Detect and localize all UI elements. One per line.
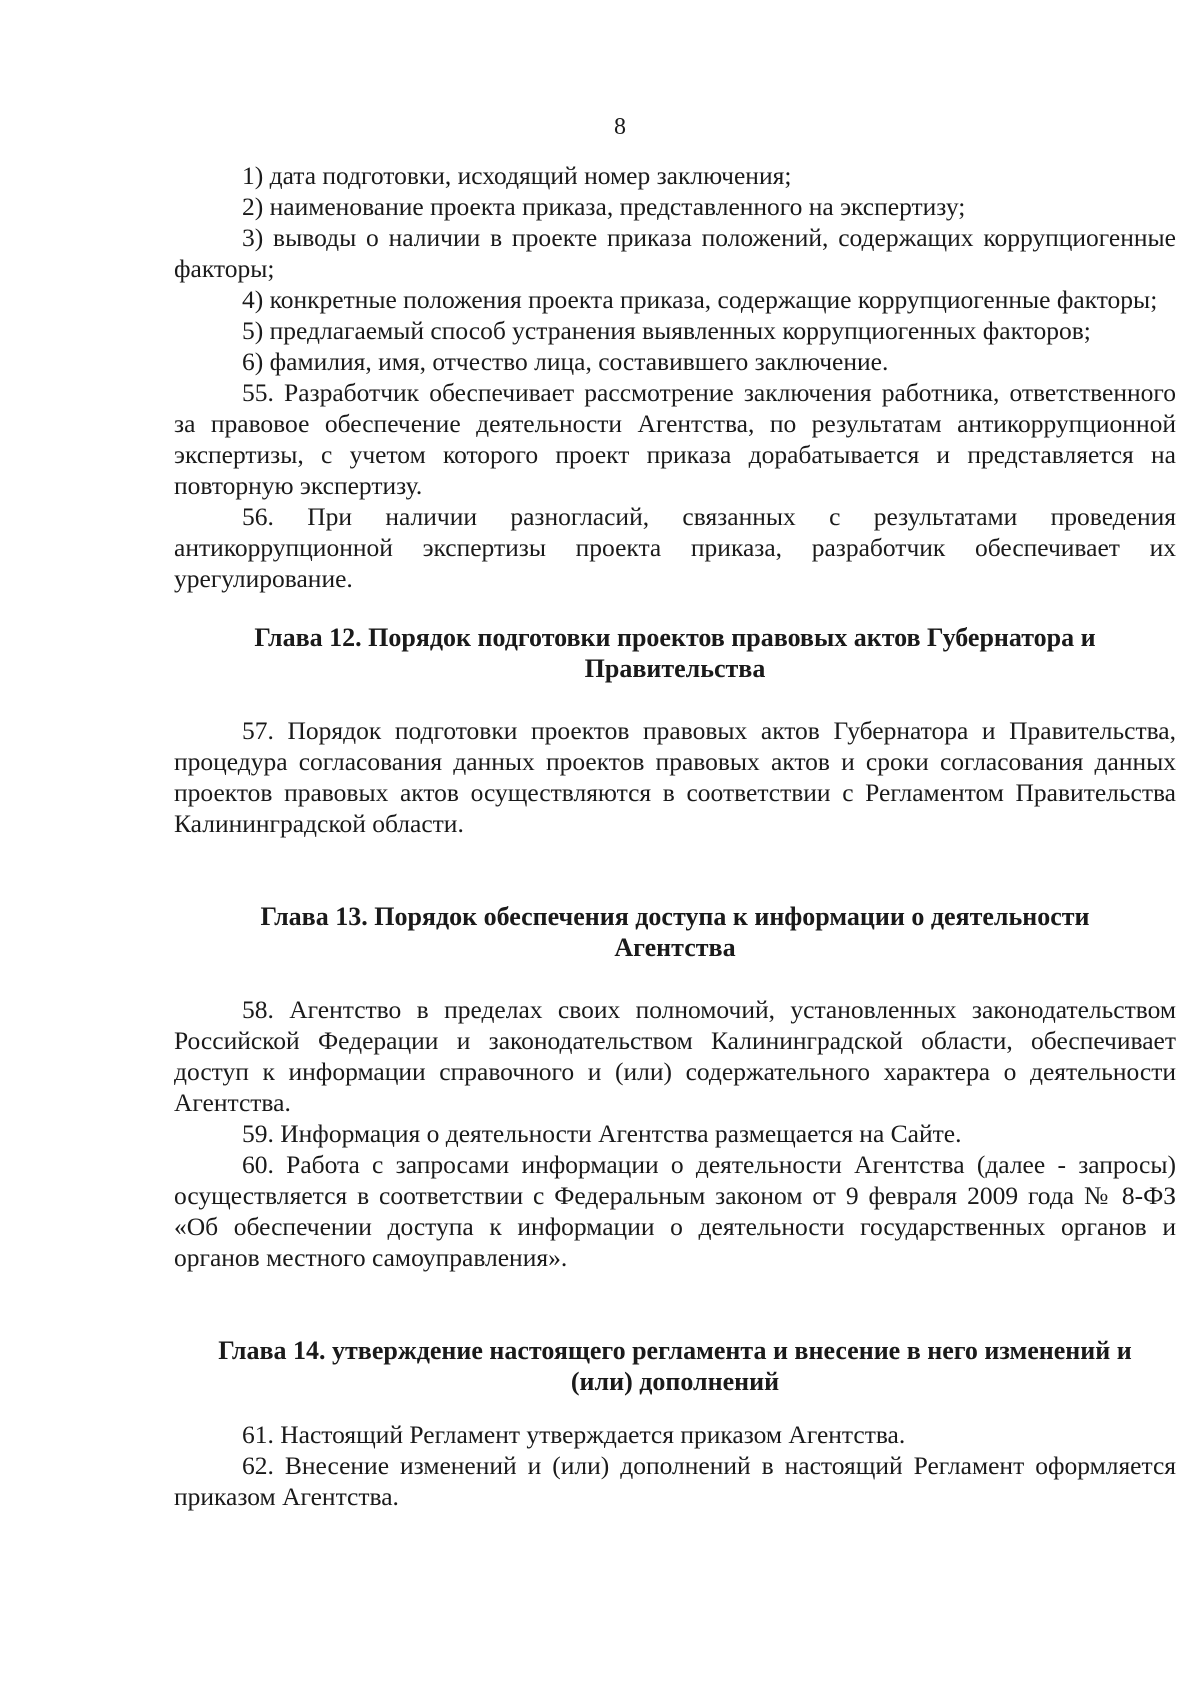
spacer xyxy=(174,839,1176,901)
list-item-6: 6) фамилия, имя, отчество лица, составившего заключение. xyxy=(242,347,889,376)
list-item-5: 5) предлагаемый способ устранения выявленных коррупциогенных факторов; xyxy=(242,316,1091,345)
paragraph-56: 56. При наличии разногласий, связанных с результатами проведения антикоррупционной экспертизы проекта приказа, разработчик обеспечивает их урегулирование. xyxy=(174,502,1176,593)
paragraph-58: 58. Агентство в пределах своих полномочий, установленных законодательством Российской Федерации и законодательством Калининградской области, обеспечивает доступ к информации справочного и (или) содержательного характера о деятельности Агентства. xyxy=(174,995,1176,1117)
chapter-14-title-line1: Глава 14. утверждение настоящего регламента и внесение в него изменений и xyxy=(218,1336,1132,1365)
spacer xyxy=(174,963,1176,994)
spacer xyxy=(174,684,1176,715)
list-item-1: 1) дата подготовки, исходящий номер заключения; xyxy=(242,161,792,190)
list-item-2: 2) наименование проекта приказа, представленного на экспертизу; xyxy=(242,192,966,221)
paragraph-62: 62. Внесение изменений и (или) дополнений в настоящий Регламент оформляется приказом Агентства. xyxy=(174,1451,1176,1511)
spacer xyxy=(174,1397,1176,1419)
paragraph-60: 60. Работа с запросами информации о деятельности Агентства (далее - запросы) осуществляется в соответствии с Федеральным законом от 9 февраля 2009 года № 8-ФЗ «Об обеспечении доступа к информации о деятельности государственных органов и органов местного самоуправления». xyxy=(174,1150,1176,1272)
list-item-4: 4) конкретные положения проекта приказа, содержащие коррупциогенные факторы; xyxy=(242,285,1158,314)
chapter-12-title-line1: Глава 12. Порядок подготовки проектов правовых актов Губернатора и xyxy=(254,623,1096,652)
chapter-13-heading xyxy=(174,901,1176,963)
chapter-13-title-line2: Агентства xyxy=(614,933,736,962)
document-body xyxy=(174,160,1176,1512)
paragraph-55: 55. Разработчик обеспечивает рассмотрение заключения работника, ответственного за правовое обеспечение деятельности Агентства, по результатам антикоррупционной экспертизы, с учетом которого проект приказа дорабатывается и представляется на повторную экспертизу. xyxy=(174,378,1176,500)
paragraph-59: 59. Информация о деятельности Агентства размещается на Сайте. xyxy=(242,1119,962,1148)
spacer xyxy=(174,1273,1176,1335)
chapter-12-title-line2: Правительства xyxy=(584,654,766,683)
spacer xyxy=(174,594,1176,622)
chapter-14-title-line2: (или) дополнений xyxy=(570,1367,780,1396)
paragraph-57: 57. Порядок подготовки проектов правовых актов Губернатора и Правительства, процедура согласования данных проектов правовых актов и сроки согласования данных проектов правовых актов осуществляются в соответствии с Регламентом Правительства Калининградской области. xyxy=(174,716,1176,838)
chapter-12-heading xyxy=(174,622,1176,684)
chapter-14-heading xyxy=(174,1335,1176,1397)
page-number: 8 xyxy=(614,114,626,140)
list-item-3: 3) выводы о наличии в проекте приказа положений, содержащих коррупциогенные факторы; xyxy=(174,223,1176,283)
chapter-13-title-line1: Глава 13. Порядок обеспечения доступа к информации о деятельности xyxy=(260,902,1090,931)
paragraph-61: 61. Настоящий Регламент утверждается приказом Агентства. xyxy=(242,1420,906,1449)
